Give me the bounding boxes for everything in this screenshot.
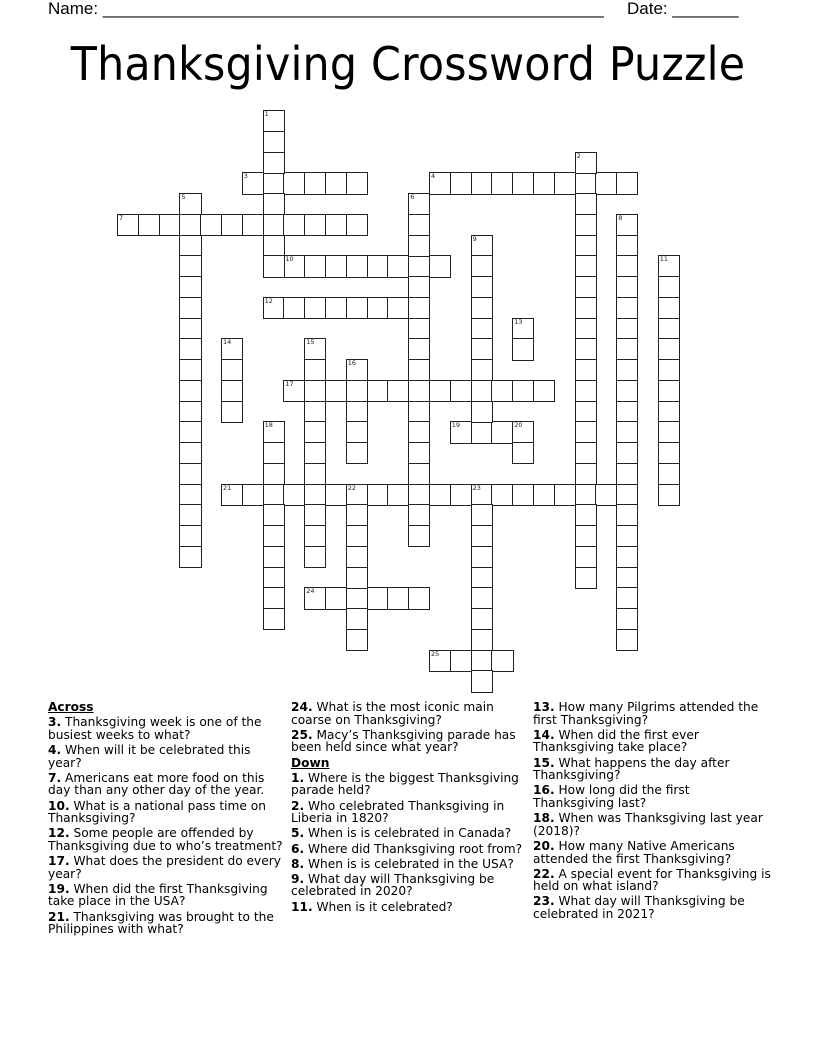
crossword-cell[interactable] bbox=[283, 380, 305, 402]
clue-down-16: 16. How long did the first Thanksgiving last? bbox=[533, 783, 690, 810]
crossword-cell[interactable] bbox=[283, 297, 305, 319]
crossword-cell[interactable] bbox=[263, 297, 285, 319]
crossword-cell[interactable] bbox=[179, 255, 201, 277]
crossword-cell[interactable] bbox=[179, 235, 201, 257]
clue-down-20: 20. How many Native Americans attended the first Thanksgiving? bbox=[533, 838, 735, 866]
clue-down-8: 8. When is is celebrated in the USA? bbox=[291, 856, 514, 871]
crossword-cell[interactable] bbox=[471, 318, 493, 340]
crossword-cell[interactable] bbox=[346, 567, 368, 589]
crossword-cell[interactable] bbox=[658, 463, 680, 485]
crossword-cell[interactable] bbox=[283, 484, 305, 506]
crossword-cell[interactable] bbox=[263, 463, 285, 485]
crossword-cell[interactable] bbox=[491, 172, 513, 194]
crossword-cell[interactable] bbox=[658, 380, 680, 402]
crossword-cell[interactable] bbox=[471, 401, 493, 423]
crossword-cell[interactable] bbox=[408, 442, 430, 464]
clue-across-17: 17. What does the president do every year? bbox=[48, 854, 281, 881]
crossword-cell[interactable] bbox=[304, 587, 326, 609]
crossword-cell[interactable] bbox=[346, 608, 368, 630]
crossword-cell[interactable] bbox=[408, 484, 430, 506]
crossword-cell[interactable] bbox=[179, 442, 201, 464]
crossword-cell[interactable] bbox=[658, 338, 680, 360]
clue-across-25: 25. Macy’s Thanksgiving parade has been held since what year? bbox=[291, 727, 516, 755]
crossword-cell[interactable] bbox=[658, 442, 680, 464]
crossword-cell[interactable] bbox=[221, 380, 243, 402]
crossword-cell[interactable] bbox=[263, 255, 285, 277]
crossword-cell[interactable] bbox=[491, 380, 513, 402]
crossword-cell[interactable] bbox=[471, 546, 493, 568]
crossword-cell[interactable] bbox=[304, 525, 326, 547]
clue-number: 22 bbox=[347, 483, 357, 492]
crossword-cell[interactable] bbox=[575, 338, 597, 360]
crossword-cell[interactable] bbox=[471, 567, 493, 589]
clue-down-5: 5. When is is celebrated in Canada? bbox=[291, 826, 512, 841]
crossword-cell[interactable] bbox=[512, 338, 534, 360]
crossword-cell[interactable] bbox=[387, 484, 409, 506]
crossword-cell[interactable] bbox=[533, 172, 555, 194]
crossword-cell[interactable] bbox=[616, 567, 638, 589]
clue-across-19: 19. When did the first Thanksgiving take place in the USA? bbox=[48, 881, 268, 909]
crossword-cell[interactable] bbox=[658, 318, 680, 340]
crossword-cell[interactable] bbox=[117, 214, 139, 236]
crossword-cell[interactable] bbox=[575, 235, 597, 257]
clue-down-1: 1. Where is the biggest Thanksgiving parade held? bbox=[291, 770, 519, 798]
crossword-cell[interactable] bbox=[346, 442, 368, 464]
crossword-cell[interactable] bbox=[616, 587, 638, 609]
clue-number: 20 bbox=[514, 421, 523, 430]
crossword-cell[interactable] bbox=[263, 421, 285, 443]
crossword-cell[interactable] bbox=[221, 338, 243, 360]
crossword-cell[interactable] bbox=[575, 546, 597, 568]
crossword-cell[interactable] bbox=[408, 338, 430, 360]
crossword-cell[interactable] bbox=[616, 172, 638, 194]
crossword-cell[interactable] bbox=[304, 421, 326, 443]
crossword-cell[interactable] bbox=[575, 442, 597, 464]
clue-down-14: 14. When did the first ever Thanksgiving take place? bbox=[533, 727, 699, 755]
clues-column-2 bbox=[291, 701, 527, 916]
crossword-cell[interactable] bbox=[179, 380, 201, 402]
crossword-cell[interactable] bbox=[471, 484, 493, 506]
page-title: Thanksgiving Crossword Puzzle bbox=[70, 37, 746, 91]
crossword-cell[interactable] bbox=[408, 421, 430, 443]
crossword-cell[interactable] bbox=[325, 380, 347, 402]
crossword-cell[interactable] bbox=[408, 276, 430, 298]
crossword-cell[interactable] bbox=[179, 504, 201, 526]
crossword-cell[interactable] bbox=[554, 484, 576, 506]
date-label: Date: bbox=[627, 0, 673, 18]
clue-across-7: 7. Americans eat more food on this day than any other day of the year. bbox=[48, 770, 265, 798]
clue-number: 9 bbox=[472, 234, 477, 243]
crossword-cell[interactable] bbox=[408, 318, 430, 340]
clue-down-6: 6. Where did Thanksgiving root from? bbox=[291, 841, 523, 856]
clue-number: 17 bbox=[285, 379, 294, 388]
crossword-cell[interactable] bbox=[408, 504, 430, 526]
crossword-cell[interactable] bbox=[179, 525, 201, 547]
crossword-cell[interactable] bbox=[429, 255, 451, 277]
crossword-cell[interactable] bbox=[138, 214, 160, 236]
crossword-cell[interactable] bbox=[346, 484, 368, 506]
crossword-cell[interactable] bbox=[471, 587, 493, 609]
name-blank[interactable]: _____________________________________________________ bbox=[102, 0, 604, 18]
crossword-cell[interactable] bbox=[575, 567, 597, 589]
clue-number: 3 bbox=[243, 172, 248, 181]
down-heading: Down bbox=[291, 755, 330, 770]
clues-column-3 bbox=[533, 701, 773, 923]
crossword-cell[interactable] bbox=[304, 463, 326, 485]
crossword-cell[interactable] bbox=[575, 359, 597, 381]
crossword-cell[interactable] bbox=[575, 484, 597, 506]
crossword-cell[interactable] bbox=[512, 421, 534, 443]
crossword-cell[interactable] bbox=[263, 152, 285, 174]
crossword-cell[interactable] bbox=[346, 297, 368, 319]
clue-down-13: 13. How many Pilgrims attended the first Thanksgiving? bbox=[533, 700, 759, 727]
crossword-cell[interactable] bbox=[658, 255, 680, 277]
crossword-cell[interactable] bbox=[346, 587, 368, 609]
crossword-cell[interactable] bbox=[408, 359, 430, 381]
crossword-cell[interactable] bbox=[408, 463, 430, 485]
clue-number: 25 bbox=[431, 649, 440, 658]
crossword-cell[interactable] bbox=[616, 297, 638, 319]
crossword-cell[interactable] bbox=[616, 546, 638, 568]
across-heading: Across bbox=[48, 700, 94, 714]
crossword-cell[interactable] bbox=[346, 359, 368, 381]
crossword-cell[interactable] bbox=[179, 297, 201, 319]
crossword-cell[interactable] bbox=[616, 442, 638, 464]
crossword-cell[interactable] bbox=[616, 338, 638, 360]
crossword-cell[interactable] bbox=[242, 484, 264, 506]
crossword-cell[interactable] bbox=[304, 255, 326, 277]
crossword-cell[interactable] bbox=[179, 484, 201, 506]
crossword-cell[interactable] bbox=[263, 504, 285, 526]
crossword-cell[interactable] bbox=[533, 484, 555, 506]
crossword-cell[interactable] bbox=[658, 401, 680, 423]
crossword-cell[interactable] bbox=[616, 484, 638, 506]
crossword-cell[interactable] bbox=[200, 214, 222, 236]
name-label: Name: bbox=[48, 0, 103, 18]
crossword-cell[interactable] bbox=[283, 172, 305, 194]
crossword-cell[interactable] bbox=[325, 587, 347, 609]
crossword-cell[interactable] bbox=[179, 214, 201, 236]
crossword-cell[interactable] bbox=[512, 172, 534, 194]
clue-number: 8 bbox=[618, 213, 623, 222]
clue-number: 5 bbox=[181, 193, 186, 201]
clue-number: 23 bbox=[472, 483, 481, 492]
crossword-cell[interactable] bbox=[179, 318, 201, 340]
crossword-cell[interactable] bbox=[658, 359, 680, 381]
crossword-cell[interactable] bbox=[367, 297, 389, 319]
crossword-cell[interactable] bbox=[408, 401, 430, 423]
crossword-cell[interactable] bbox=[304, 359, 326, 381]
crossword-cell[interactable] bbox=[450, 650, 472, 672]
crossword-cell[interactable] bbox=[471, 255, 493, 277]
crossword-cell[interactable] bbox=[346, 629, 368, 651]
crossword-cell[interactable] bbox=[616, 276, 638, 298]
crossword-cell[interactable] bbox=[616, 318, 638, 340]
crossword-cell[interactable] bbox=[616, 629, 638, 651]
crossword-cell[interactable] bbox=[346, 172, 368, 194]
crossword-cell[interactable] bbox=[575, 318, 597, 340]
crossword-cell[interactable] bbox=[616, 255, 638, 277]
clue-down-23: 23. What day will Thanksgiving be celebrated in 2021? bbox=[533, 894, 745, 922]
crossword-cell[interactable] bbox=[346, 421, 368, 443]
clue-number: 14 bbox=[223, 338, 232, 347]
crossword-cell[interactable] bbox=[658, 297, 680, 319]
crossword-cell[interactable] bbox=[325, 172, 347, 194]
crossword-cell[interactable] bbox=[616, 214, 638, 236]
crossword-cell[interactable] bbox=[429, 172, 451, 194]
crossword-cell[interactable] bbox=[575, 504, 597, 526]
clue-down-18: 18. When was Thanksgiving last year (2018)? bbox=[533, 811, 763, 838]
crossword-cell[interactable] bbox=[179, 359, 201, 381]
crossword-cell[interactable] bbox=[471, 172, 493, 194]
crossword-cell[interactable] bbox=[179, 401, 201, 423]
crossword-cell[interactable] bbox=[263, 235, 285, 257]
clue-number: 6 bbox=[410, 193, 415, 201]
crossword-cell[interactable] bbox=[346, 380, 368, 402]
crossword-cell[interactable] bbox=[450, 421, 472, 443]
crossword-cell[interactable] bbox=[575, 380, 597, 402]
crossword-cell[interactable] bbox=[471, 380, 493, 402]
clue-across-3: 3. Thanksgiving week is one of the busiest weeks to what? bbox=[48, 715, 262, 742]
crossword-cell[interactable] bbox=[575, 421, 597, 443]
crossword-cell[interactable] bbox=[616, 421, 638, 443]
clue-number: 19 bbox=[451, 421, 461, 430]
clue-down-22: 22. A special event for Thanksgiving is held on what island? bbox=[533, 866, 771, 894]
crossword-cell[interactable] bbox=[179, 193, 201, 215]
crossword-cell[interactable] bbox=[471, 629, 493, 651]
crossword-cell[interactable] bbox=[263, 193, 285, 215]
clue-across-10: 10. What is a national pass time on Thanksgiving? bbox=[48, 798, 266, 826]
crossword-cell[interactable] bbox=[346, 255, 368, 277]
clue-number: 4 bbox=[431, 172, 436, 181]
crossword-cell[interactable] bbox=[346, 214, 368, 236]
crossword-cell[interactable] bbox=[575, 172, 597, 194]
clue-down-9: 9. What day will Thanksgiving be celebrated in 2020? bbox=[291, 871, 495, 899]
clue-number: 15 bbox=[306, 338, 315, 347]
crossword-cell[interactable] bbox=[221, 484, 243, 506]
crossword-cell[interactable] bbox=[304, 484, 326, 506]
crossword-cell[interactable] bbox=[575, 152, 597, 174]
crossword-cell[interactable] bbox=[429, 650, 451, 672]
crossword-cell[interactable] bbox=[408, 235, 430, 257]
clue-number: 13 bbox=[514, 317, 523, 326]
clue-down-11: 11. When is it celebrated? bbox=[291, 899, 453, 914]
crossword-cell[interactable] bbox=[512, 484, 534, 506]
crossword-cell[interactable] bbox=[325, 214, 347, 236]
crossword-cell[interactable] bbox=[304, 504, 326, 526]
crossword-cell[interactable] bbox=[658, 421, 680, 443]
crossword-cell[interactable] bbox=[408, 297, 430, 319]
crossword-cell[interactable] bbox=[408, 255, 430, 277]
crossword-cell[interactable] bbox=[450, 380, 472, 402]
clue-number: 18 bbox=[264, 421, 273, 430]
crossword-cell[interactable] bbox=[554, 172, 576, 194]
crossword-cell[interactable] bbox=[533, 380, 555, 402]
crossword-cell[interactable] bbox=[159, 214, 181, 236]
crossword-cell[interactable] bbox=[325, 255, 347, 277]
crossword-cell[interactable] bbox=[242, 172, 264, 194]
crossword-cell[interactable] bbox=[263, 110, 285, 132]
clue-number: 11 bbox=[659, 255, 669, 264]
crossword-cell[interactable] bbox=[263, 214, 285, 236]
crossword-cell[interactable] bbox=[471, 338, 493, 360]
crossword-cell[interactable] bbox=[346, 546, 368, 568]
crossword-cell[interactable] bbox=[471, 235, 493, 257]
crossword-cell[interactable] bbox=[263, 546, 285, 568]
crossword-cell[interactable] bbox=[263, 484, 285, 506]
crossword-cell[interactable] bbox=[575, 525, 597, 547]
crossword-cell[interactable] bbox=[471, 670, 493, 692]
crossword-cell[interactable] bbox=[325, 484, 347, 506]
crossword-cell[interactable] bbox=[575, 276, 597, 298]
crossword-cell[interactable] bbox=[595, 484, 617, 506]
crossword-cell[interactable] bbox=[575, 401, 597, 423]
crossword-cell[interactable] bbox=[179, 546, 201, 568]
crossword-cell[interactable] bbox=[471, 421, 493, 443]
crossword-cell[interactable] bbox=[471, 359, 493, 381]
crossword-cell[interactable] bbox=[263, 608, 285, 630]
crossword-cell[interactable] bbox=[616, 463, 638, 485]
crossword-cell[interactable] bbox=[304, 172, 326, 194]
crossword-cell[interactable] bbox=[491, 650, 513, 672]
clue-down-2: 2. Who celebrated Thanksgiving in Liberia in 1820? bbox=[291, 798, 505, 826]
crossword-cell[interactable] bbox=[387, 587, 409, 609]
crossword-cell[interactable] bbox=[616, 504, 638, 526]
crossword-cell[interactable] bbox=[346, 504, 368, 526]
crossword-cell[interactable] bbox=[575, 255, 597, 277]
crossword-cell[interactable] bbox=[304, 380, 326, 402]
crossword-cell[interactable] bbox=[304, 338, 326, 360]
crossword-cell[interactable] bbox=[471, 297, 493, 319]
crossword-cell[interactable] bbox=[179, 276, 201, 298]
crossword-cell[interactable] bbox=[450, 172, 472, 194]
crossword-cell[interactable] bbox=[221, 359, 243, 381]
clue-number: 2 bbox=[576, 151, 581, 160]
crossword-cell[interactable] bbox=[304, 546, 326, 568]
crossword-cell[interactable] bbox=[387, 255, 409, 277]
crossword-cell[interactable] bbox=[408, 380, 430, 402]
crossword-cell[interactable] bbox=[471, 608, 493, 630]
crossword-cell[interactable] bbox=[304, 297, 326, 319]
crossword-cell[interactable] bbox=[429, 484, 451, 506]
crossword-cell[interactable] bbox=[346, 401, 368, 423]
crossword-cell[interactable] bbox=[387, 380, 409, 402]
clue-number: 16 bbox=[347, 359, 357, 367]
crossword-cell[interactable] bbox=[512, 318, 534, 340]
crossword-cell[interactable] bbox=[221, 401, 243, 423]
crossword-cell[interactable] bbox=[367, 587, 389, 609]
clue-number: 24 bbox=[306, 587, 315, 596]
crossword-cell[interactable] bbox=[367, 255, 389, 277]
crossword-cell[interactable] bbox=[429, 380, 451, 402]
clue-number: 10 bbox=[285, 255, 294, 264]
crossword-cell[interactable] bbox=[471, 650, 493, 672]
crossword-cell[interactable] bbox=[263, 131, 285, 153]
crossword-cell[interactable] bbox=[471, 504, 493, 526]
crossword-cell[interactable] bbox=[491, 484, 513, 506]
crossword-cell[interactable] bbox=[616, 359, 638, 381]
clue-number: 1 bbox=[264, 110, 269, 118]
crossword-cell[interactable] bbox=[408, 587, 430, 609]
crossword-cell[interactable] bbox=[263, 567, 285, 589]
crossword-cell[interactable] bbox=[616, 525, 638, 547]
clue-across-21: 21. Thanksgiving was brought to the Philippines with what? bbox=[48, 909, 274, 937]
crossword-cell[interactable] bbox=[575, 297, 597, 319]
crossword-cell[interactable] bbox=[616, 380, 638, 402]
crossword-cell[interactable] bbox=[575, 193, 597, 215]
crossword-cell[interactable] bbox=[408, 193, 430, 215]
clue-number: 21 bbox=[223, 483, 232, 492]
crossword-cell[interactable] bbox=[179, 338, 201, 360]
crossword-cell[interactable] bbox=[221, 214, 243, 236]
crossword-cell[interactable] bbox=[263, 587, 285, 609]
crossword-cell[interactable] bbox=[367, 380, 389, 402]
crossword-cell[interactable] bbox=[325, 297, 347, 319]
date-blank[interactable]: _______ bbox=[672, 0, 739, 18]
clue-across-12: 12. Some people are offended by Thanksgiving due to who’s treatment? bbox=[48, 826, 283, 853]
crossword-cell[interactable] bbox=[471, 525, 493, 547]
crossword-cell[interactable] bbox=[263, 525, 285, 547]
crossword-cell[interactable] bbox=[512, 380, 534, 402]
crossword-cell[interactable] bbox=[179, 463, 201, 485]
clues-column-1 bbox=[48, 701, 284, 938]
crossword-cell[interactable] bbox=[450, 484, 472, 506]
crossword-cell[interactable] bbox=[658, 276, 680, 298]
crossword-cell[interactable] bbox=[616, 235, 638, 257]
crossword-cell[interactable] bbox=[408, 214, 430, 236]
crossword-cell[interactable] bbox=[658, 484, 680, 506]
crossword-cell[interactable] bbox=[346, 525, 368, 547]
clue-number: 7 bbox=[119, 213, 124, 222]
clue-down-15: 15. What happens the day after Thanksgiving? bbox=[533, 755, 730, 783]
crossword-cell[interactable] bbox=[304, 214, 326, 236]
crossword-cell[interactable] bbox=[367, 484, 389, 506]
crossword-cell[interactable] bbox=[575, 463, 597, 485]
crossword-cell[interactable] bbox=[263, 442, 285, 464]
crossword-cell[interactable] bbox=[283, 255, 305, 277]
clue-number: 12 bbox=[264, 296, 273, 305]
crossword-cell[interactable] bbox=[263, 172, 285, 194]
crossword-cell[interactable] bbox=[304, 442, 326, 464]
crossword-cell[interactable] bbox=[304, 401, 326, 423]
crossword-cell[interactable] bbox=[595, 172, 617, 194]
crossword-cell[interactable] bbox=[387, 297, 409, 319]
clue-across-24: 24. What is the most iconic main coarse on Thanksgiving? bbox=[291, 700, 494, 727]
crossword-cell[interactable] bbox=[575, 214, 597, 236]
crossword-cell[interactable] bbox=[471, 276, 493, 298]
crossword-cell[interactable] bbox=[491, 421, 513, 443]
clue-across-4: 4. When will it be celebrated this year? bbox=[48, 742, 251, 770]
crossword-cell[interactable] bbox=[512, 442, 534, 464]
crossword-cell[interactable] bbox=[616, 608, 638, 630]
crossword-cell[interactable] bbox=[283, 214, 305, 236]
crossword-cell[interactable] bbox=[179, 421, 201, 443]
crossword-cell[interactable] bbox=[408, 525, 430, 547]
crossword-cell[interactable] bbox=[242, 214, 264, 236]
crossword-cell[interactable] bbox=[616, 401, 638, 423]
